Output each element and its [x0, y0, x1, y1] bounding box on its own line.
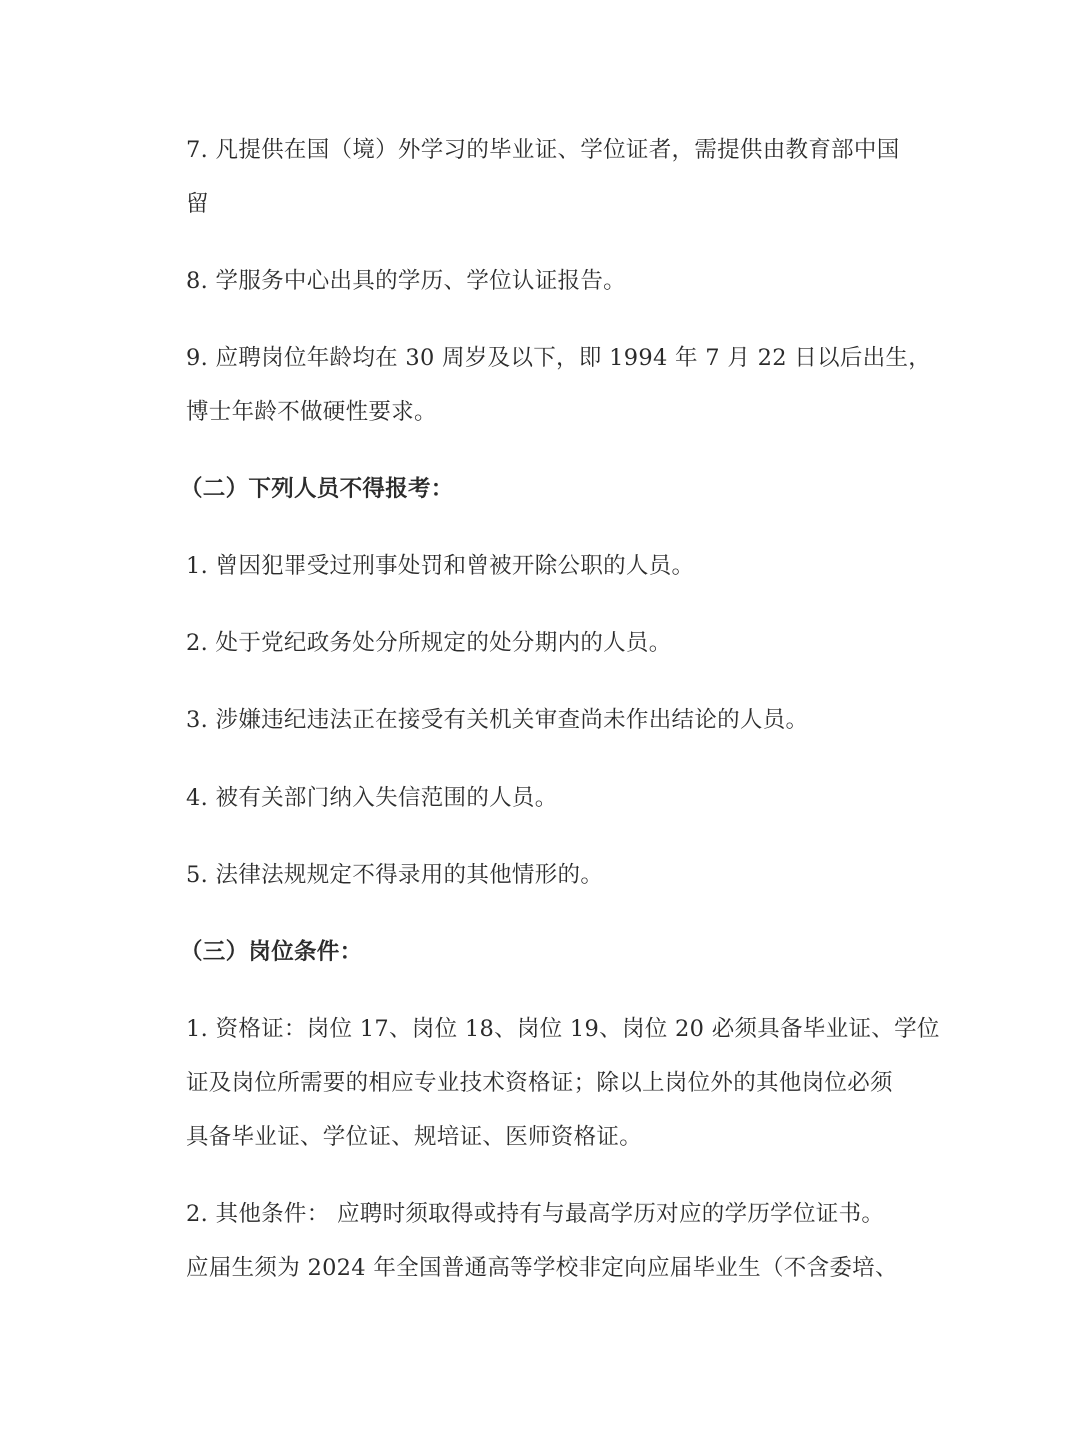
text-line-condition-1-cont-a: 证及岗位所需要的相应专业技术资格证；除以上岗位外的其他岗位必须 [186, 1070, 893, 1096]
text-line-condition-1: 1. 资格证：岗位 17、岗位 18、岗位 19、岗位 20 必须具备毕业证、学位 [186, 1016, 940, 1042]
text-line-item-7: 7. 凡提供在国（境）外学习的毕业证、学位证者，需提供由教育部中国 [186, 137, 900, 163]
text-line-item-9: 9. 应聘岗位年龄均在 30 周岁及以下，即 1994 年 7 月 22 日以后出生， [186, 345, 932, 371]
text-line-ineligible-4: 4. 被有关部门纳入失信范围的人员。 [186, 785, 558, 811]
text-line-item-8: 8. 学服务中心出具的学历、学位认证报告。 [186, 268, 626, 294]
text-line-condition-2-cont: 应届生须为 2024 年全国普通高等学校非定向应届毕业生（不含委培、 [186, 1255, 898, 1281]
text-line-condition-2: 2. 其他条件： 应聘时须取得或持有与最高学历对应的学历学位证书。 [186, 1201, 885, 1227]
section-heading-ineligible: （二）下列人员不得报考： [180, 476, 454, 502]
text-line-ineligible-1: 1. 曾因犯罪受过刑事处罚和曾被开除公职的人员。 [186, 553, 695, 579]
text-line-item-9-cont: 博士年龄不做硬性要求。 [186, 399, 437, 425]
text-line-condition-1-cont-b: 具备毕业证、学位证、规培证、医师资格证。 [186, 1124, 643, 1150]
text-line-ineligible-5: 5. 法律法规规定不得录用的其他情形的。 [186, 862, 604, 888]
section-heading-conditions: （三）岗位条件： [180, 939, 363, 965]
text-line-item-7-cont: 留 [186, 191, 209, 217]
text-line-ineligible-2: 2. 处于党纪政务处分所规定的处分期内的人员。 [186, 630, 672, 656]
text-line-ineligible-3: 3. 涉嫌违纪违法正在接受有关机关审查尚未作出结论的人员。 [186, 707, 809, 733]
